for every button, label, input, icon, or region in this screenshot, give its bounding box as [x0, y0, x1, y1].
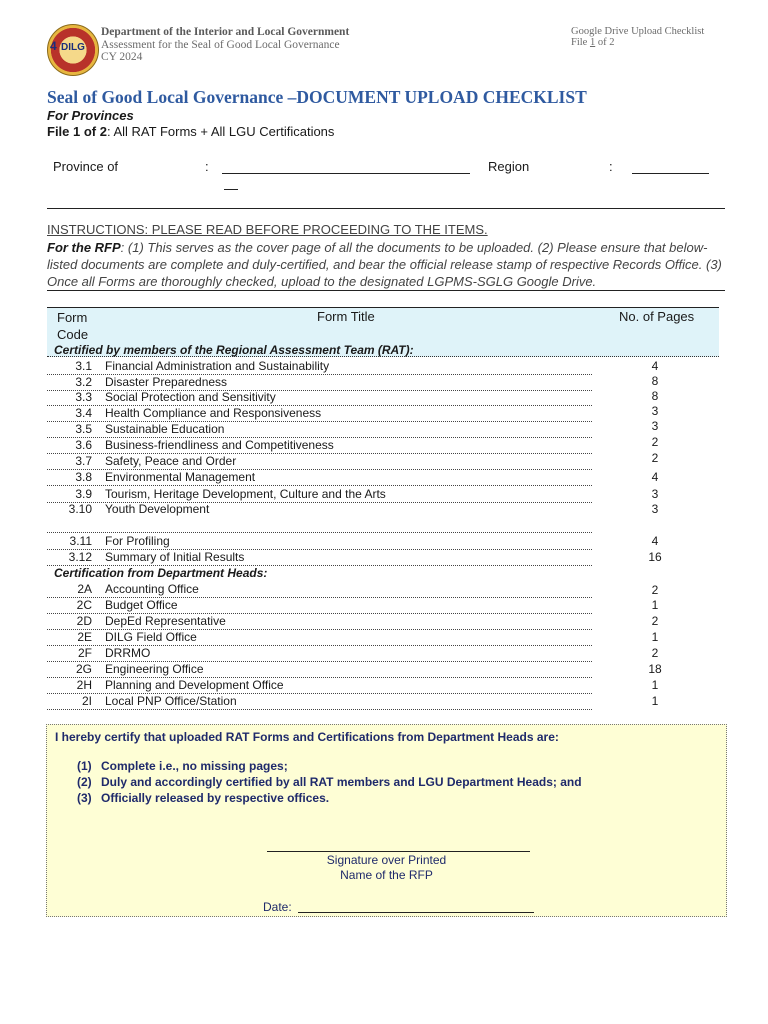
row-pages: 3 [651, 404, 659, 418]
table-row: 2E DILG Field Office [47, 630, 592, 646]
row-pages: 16 [648, 550, 662, 564]
table-row: 3.12 Summary of Initial Results [47, 550, 592, 566]
divider [47, 208, 725, 209]
row-pages: 2 [651, 646, 659, 660]
region-colon: : [609, 159, 613, 174]
row-pages: 2 [651, 614, 659, 628]
cert-item-number: (3) [77, 791, 92, 805]
region-field[interactable] [632, 173, 709, 174]
region-field-continuation [224, 189, 238, 190]
row-pages: 8 [651, 374, 659, 388]
cert-item-text: Duly and accordingly certified by all RAT members and LGU Department Heads; and [101, 775, 582, 789]
col-no-of-pages: No. of Pages [619, 309, 695, 324]
dilg-logo [47, 24, 99, 76]
row-pages: 2 [651, 435, 659, 449]
signature-label-line1: Signature over Printed [326, 853, 447, 867]
province-colon: : [205, 159, 209, 174]
table-row: 3.4 Health Compliance and Responsiveness [47, 406, 592, 422]
section-rat: Certified by members of the Regional Assessment Team (RAT): [54, 343, 414, 357]
certification-box [46, 724, 727, 917]
cert-item-number: (1) [77, 759, 92, 773]
table-row: 2D DepEd Representative [47, 614, 592, 630]
table-row: 2A Accounting Office [47, 582, 592, 598]
table-row: 3.1 Financial Administration and Sustainability [47, 359, 592, 375]
row-pages: 3 [651, 502, 659, 516]
table-row: 2G Engineering Office [47, 662, 592, 678]
cert-item-text: Complete i.e., no missing pages; [101, 759, 288, 773]
region-label: Region [488, 159, 530, 174]
table-row: 3.2 Disaster Preparedness [47, 375, 592, 391]
table-row: 2F DRRMO [47, 646, 592, 662]
row-pages: 3 [651, 419, 659, 433]
cert-item-number: (2) [77, 775, 92, 789]
subtitle-file: File 1 of 2: All RAT Forms + All LGU Certifications [47, 124, 335, 139]
col-form-code: Form Code [57, 310, 89, 342]
table-row: 3.7 Safety, Peace and Order [47, 454, 592, 470]
row-pages: 1 [651, 630, 659, 644]
assessment-name: Assessment for the Seal of Good Local Governance [101, 39, 340, 51]
col-form-title: Form Title [317, 309, 375, 324]
table-row: 2C Budget Office [47, 598, 592, 614]
signature-field[interactable] [267, 851, 530, 852]
date-field[interactable] [298, 912, 534, 913]
table-row: 3.11 For Profiling [47, 534, 592, 550]
table-row: 3.5 Sustainable Education [47, 422, 592, 438]
instructions-body: For the RFP: (1) This serves as the cover page of all the documents to be uploaded. (2) Please ensure that below-listed documents are complete and duly-certified, and bear the official release stamp of respective Records Office. (3) Once all Forms are thoroughly checked, upload to the designated LGPMS-SGLG Google Drive. [47, 240, 722, 289]
row-pages: 2 [651, 451, 659, 465]
cert-item-text: Officially released by respective offices. [101, 791, 330, 805]
table-row: 3.8 Environmental Management [47, 470, 592, 486]
province-field[interactable] [222, 173, 470, 174]
logo-number: 4 [50, 39, 57, 53]
logo-text: DILG [61, 42, 85, 53]
signature-label-line2: Name of the RFP [340, 868, 433, 882]
department-name: Department of the Interior and Local Government [101, 26, 350, 38]
row-pages: 1 [651, 694, 659, 708]
row-pages: 4 [651, 534, 659, 548]
date-label: Date: [263, 900, 292, 914]
table-row: 3.6 Business-friendliness and Competitiveness [47, 438, 592, 454]
divider [47, 290, 725, 291]
row-pages: 2 [651, 583, 659, 597]
subtitle-provinces: For Provinces [47, 108, 134, 123]
section-department-heads: Certification from Department Heads: [54, 566, 268, 580]
province-label: Province of [53, 159, 119, 174]
page-title: Seal of Good Local Governance –DOCUMENT UPLOAD CHECKLIST [47, 87, 587, 107]
table-row: 3.9 Tourism, Heritage Development, Culture and the Arts [47, 487, 592, 503]
header-file-indicator: File 1 of 2 [571, 37, 615, 48]
calendar-year: CY 2024 [101, 51, 143, 63]
instructions-heading: INSTRUCTIONS: PLEASE READ BEFORE PROCEEDING TO THE ITEMS. [47, 222, 488, 237]
row-pages: 1 [651, 598, 659, 612]
row-pages: 18 [648, 662, 662, 676]
table-row: 3.3 Social Protection and Sensitivity [47, 390, 592, 406]
row-pages: 1 [651, 678, 659, 692]
row-pages: 8 [651, 389, 659, 403]
table-row: 3.10 Youth Development [47, 502, 592, 533]
row-pages: 4 [651, 359, 659, 373]
file-number: 1 [589, 37, 596, 48]
certification-intro: I hereby certify that uploaded RAT Forms and Certifications from Department Heads are: [55, 730, 559, 744]
table-row: 2I Local PNP Office/Station [47, 694, 592, 710]
header-doc-title: Google Drive Upload Checklist [571, 26, 705, 37]
row-pages: 4 [651, 470, 659, 484]
table-row: 2H Planning and Development Office [47, 678, 592, 694]
row-pages: 3 [651, 487, 659, 501]
